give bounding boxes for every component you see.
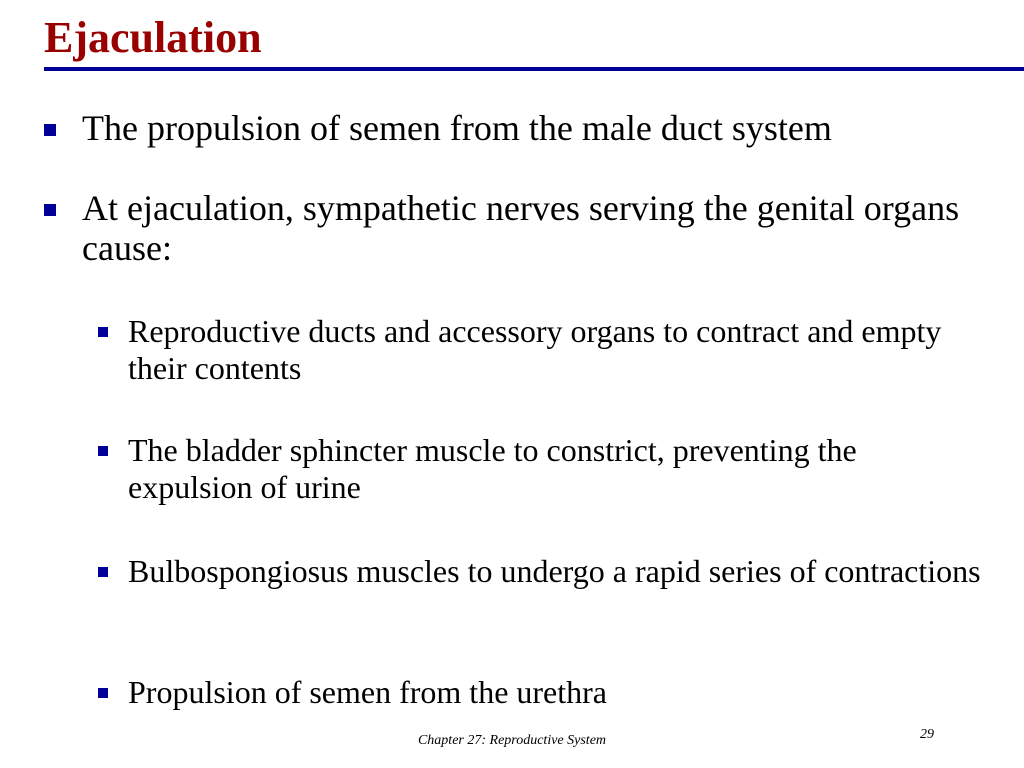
sub-bullet-text: Bulbospongiosus muscles to undergo a rapid series of contractions <box>128 553 981 589</box>
sub-bullet-text: The bladder sphincter muscle to constrict, preventing the expulsion of urine <box>128 432 857 505</box>
page-number: 29 <box>920 727 934 742</box>
sub-bullet-item <box>98 432 988 506</box>
title-divider <box>44 67 1024 71</box>
sub-bullet-item <box>98 313 988 387</box>
square-bullet-icon <box>98 327 108 337</box>
square-bullet-icon <box>98 688 108 698</box>
square-bullet-icon <box>44 124 56 136</box>
bullet-item <box>44 108 982 148</box>
footer-chapter-label: Chapter 27: Reproductive System <box>417 733 607 748</box>
square-bullet-icon <box>98 567 108 577</box>
sub-bullet-text: Reproductive ducts and accessory organs to contract and empty their contents <box>128 313 942 386</box>
square-bullet-icon <box>44 204 56 216</box>
sub-bullet-item <box>98 674 988 711</box>
bullet-text: At ejaculation, sympathetic nerves serving the genital organs cause: <box>82 188 960 268</box>
bullet-text: The propulsion of semen from the male duct system <box>82 108 832 148</box>
sub-bullet-item <box>98 553 988 590</box>
bullet-item <box>44 188 982 268</box>
sub-bullet-text: Propulsion of semen from the urethra <box>128 674 607 710</box>
square-bullet-icon <box>98 446 108 456</box>
slide-title: Ejaculation <box>44 13 262 62</box>
